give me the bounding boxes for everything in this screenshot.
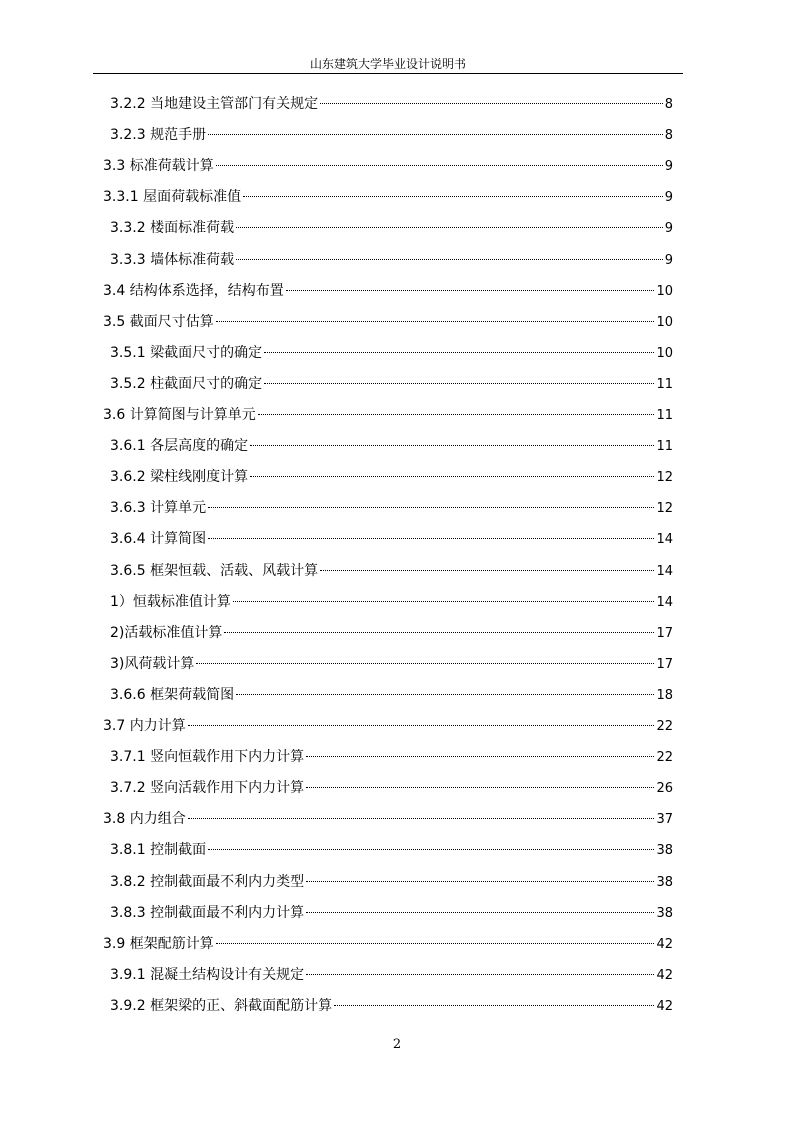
toc-entry[interactable] xyxy=(110,902,673,924)
toc-entry-label: 3.8.3 控制截面最不利内力计算 xyxy=(110,904,305,921)
toc-entry-page: 38 xyxy=(656,843,673,859)
toc-entry[interactable] xyxy=(110,591,673,613)
toc-entry[interactable] xyxy=(110,746,673,768)
toc-entry-page: 10 xyxy=(656,283,673,299)
toc-dot-leader xyxy=(208,507,654,508)
toc-entry[interactable] xyxy=(103,311,673,333)
toc-entry-page: 8 xyxy=(664,97,673,112)
toc-entry-page: 8 xyxy=(664,128,673,144)
toc-entry-label: 3.5.2 柱截面尺寸的确定 xyxy=(110,375,263,392)
toc-entry[interactable] xyxy=(110,497,673,519)
toc-dot-leader xyxy=(208,538,654,539)
toc-dot-leader xyxy=(258,414,655,415)
toc-dot-leader xyxy=(286,290,655,291)
toc-entry-page: 42 xyxy=(656,936,673,952)
toc-entry[interactable] xyxy=(110,373,673,395)
toc-entry-label: 3.2.3 规范手册 xyxy=(110,127,207,144)
toc-dot-leader xyxy=(236,259,663,260)
toc-dot-leader xyxy=(233,601,655,602)
toc-dot-leader xyxy=(264,383,654,384)
toc-entry[interactable] xyxy=(110,995,673,1017)
toc-entry-label: 3.8.2 控制截面最不利内力类型 xyxy=(110,873,305,890)
toc-entry[interactable] xyxy=(110,839,673,861)
toc-dot-leader xyxy=(264,352,654,353)
toc-entry[interactable] xyxy=(110,217,673,239)
toc-entry-label: 3.7 内力计算 xyxy=(103,718,186,734)
toc-entry-page: 10 xyxy=(656,314,673,330)
toc-entry[interactable] xyxy=(110,653,673,675)
toc-entry-label: 3.6.3 计算单元 xyxy=(110,500,207,517)
toc-entry[interactable] xyxy=(103,404,673,426)
toc-entry-page: 14 xyxy=(656,594,673,610)
toc-dot-leader xyxy=(224,632,654,633)
toc-dot-leader xyxy=(243,196,663,197)
toc-entry-page: 38 xyxy=(656,905,673,921)
toc-entry-page: 11 xyxy=(656,439,673,455)
toc-entry[interactable] xyxy=(110,684,673,706)
toc-dot-leader xyxy=(306,756,654,757)
toc-dot-leader xyxy=(216,321,655,322)
toc-entry-page: 38 xyxy=(656,874,673,890)
toc-entry-page: 14 xyxy=(656,532,673,548)
toc-dot-leader xyxy=(188,725,655,726)
toc-entry[interactable] xyxy=(110,871,673,893)
toc-entry[interactable] xyxy=(110,124,673,146)
toc-dot-leader xyxy=(196,663,654,664)
toc-entry[interactable] xyxy=(103,280,673,302)
toc-entry-label: 3.6.5 框架恒载、活载、风载计算 xyxy=(110,562,319,579)
toc-entry-page: 18 xyxy=(656,687,673,703)
toc-dot-leader xyxy=(216,165,663,166)
toc-entry-label: 3)风荷载计算 xyxy=(110,655,195,672)
toc-entry[interactable] xyxy=(110,93,673,115)
toc-entry[interactable] xyxy=(110,249,673,271)
toc-entry[interactable] xyxy=(110,777,673,799)
page-number: 2 xyxy=(392,1037,402,1052)
toc-entry-label: 3.7.2 竖向活载作用下内力计算 xyxy=(110,780,305,797)
toc-entry-page: 9 xyxy=(664,190,673,206)
toc-dot-leader xyxy=(320,103,663,104)
toc-entry-page: 26 xyxy=(656,781,673,797)
toc-entry-page: 12 xyxy=(656,501,673,517)
toc-entry-page: 12 xyxy=(656,470,673,486)
toc-entry-label: 3.6.1 各层高度的确定 xyxy=(110,438,249,455)
toc-dot-leader xyxy=(334,1005,654,1006)
toc-entry[interactable] xyxy=(103,715,673,737)
toc-entry-label: 3.9.2 框架梁的正、斜截面配筋计算 xyxy=(110,997,333,1014)
running-header: 山东建筑大学毕业设计说明书 xyxy=(309,57,466,71)
toc-entry-label: 1）恒载标准值计算 xyxy=(110,593,231,610)
toc-entry-label: 3.8.1 控制截面 xyxy=(110,842,207,859)
toc-entry[interactable] xyxy=(103,186,673,208)
toc-entry[interactable] xyxy=(110,560,673,582)
toc-entry-page: 22 xyxy=(656,750,673,766)
toc-dot-leader xyxy=(216,943,655,944)
toc-dot-leader xyxy=(188,818,655,819)
toc-entry-page: 9 xyxy=(664,252,673,268)
toc-entry-label: 3.3.1 屋面荷载标准值 xyxy=(103,189,242,206)
toc-entry[interactable] xyxy=(110,435,673,457)
toc-dot-leader xyxy=(306,881,654,882)
header-rule xyxy=(93,73,683,74)
toc-entry-page: 17 xyxy=(656,625,673,641)
toc-entry-label: 3.7.1 竖向恒载作用下内力计算 xyxy=(110,749,305,766)
toc-entry-page: 9 xyxy=(664,221,673,237)
toc-entry-page: 10 xyxy=(656,345,673,361)
toc-entry-label: 3.6 计算简图与计算单元 xyxy=(103,407,256,423)
toc-entry-page: 9 xyxy=(664,159,673,175)
toc-entry[interactable] xyxy=(110,466,673,488)
toc-dot-leader xyxy=(320,570,654,571)
toc-entry[interactable] xyxy=(110,622,673,644)
toc-entry-page: 42 xyxy=(656,998,673,1014)
toc-dot-leader xyxy=(306,912,654,913)
toc-entry-page: 11 xyxy=(656,408,673,423)
toc-entry-page: 42 xyxy=(656,967,673,983)
toc-dot-leader xyxy=(236,694,654,695)
toc-dot-leader xyxy=(306,787,654,788)
toc-dot-leader xyxy=(208,849,654,850)
toc-entry-label: 3.2.2 当地建设主管部门有关规定 xyxy=(110,96,319,112)
toc-entry[interactable] xyxy=(110,964,673,986)
toc-entry-label: 3.6.6 框架荷载简图 xyxy=(110,686,235,703)
toc-dot-leader xyxy=(236,227,663,228)
toc-entry-label: 3.3.3 墙体标准荷载 xyxy=(110,251,235,268)
toc-entry-label: 3.6.2 梁柱线刚度计算 xyxy=(110,469,249,486)
toc-entry-page: 37 xyxy=(656,812,673,828)
toc-entry[interactable] xyxy=(110,342,673,364)
toc-dot-leader xyxy=(250,445,654,446)
toc-entry-label: 3.9 框架配筋计算 xyxy=(103,935,214,952)
toc-entry-page: 17 xyxy=(656,656,673,672)
toc-entry-label: 3.8 内力组合 xyxy=(103,811,186,828)
toc-entry-label: 3.6.4 计算简图 xyxy=(110,531,207,548)
toc-entry-label: 3.3.2 楼面标准荷载 xyxy=(110,220,235,237)
toc-entry-page: 11 xyxy=(656,376,673,392)
toc-entry-label: 3.5.1 梁截面尺寸的确定 xyxy=(110,344,263,361)
toc-entry-label: 3.9.1 混凝土结构设计有关规定 xyxy=(110,966,305,983)
toc-entry[interactable] xyxy=(103,933,673,955)
toc-entry-label: 3.4 结构体系选择，结构布置 xyxy=(103,282,284,299)
toc-entry[interactable] xyxy=(103,155,673,177)
toc-dot-leader xyxy=(250,476,654,477)
toc-dot-leader xyxy=(306,974,654,975)
toc-entry[interactable] xyxy=(110,528,673,550)
toc-entry-page: 22 xyxy=(656,719,673,734)
toc-dot-leader xyxy=(208,134,663,135)
toc-entry-label: 2)活载标准值计算 xyxy=(110,624,223,641)
toc-entry[interactable] xyxy=(103,808,673,830)
toc-entry-label: 3.5 截面尺寸估算 xyxy=(103,313,214,330)
toc-entry-page: 14 xyxy=(656,563,673,579)
toc-entry-label: 3.3 标准荷载计算 xyxy=(103,158,214,175)
